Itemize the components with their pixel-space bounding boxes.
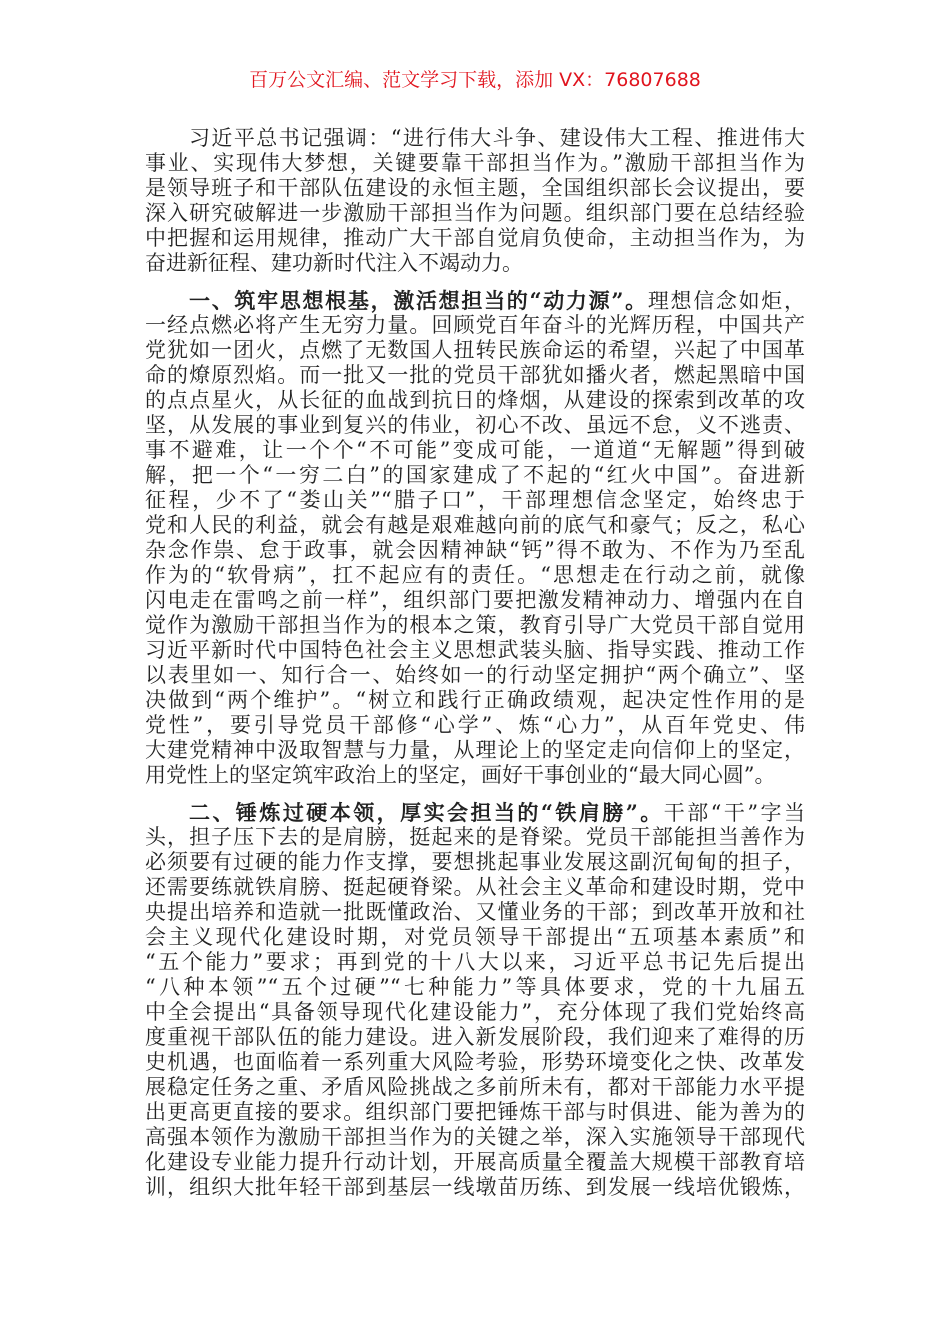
line-text: 命的燎原烈焰。而一批又一批的党员干部犹如播火者，燃起黑暗中国: [145, 363, 805, 387]
text-line: [145, 151, 805, 176]
text-line: [145, 950, 805, 975]
line-text: 事不避难，让一个个“不可能”变成可能，一道道“无解题”得到破: [145, 438, 805, 462]
text-line: [145, 488, 805, 513]
text-line: [145, 738, 805, 763]
text-line: [145, 875, 805, 900]
line-text: 党性”，要引导党员干部修“心学”、炼“心力”，从百年党史、伟: [145, 713, 805, 737]
line-text: “五个能力”要求；再到党的十八大以来，习近平总书记先后提出: [145, 950, 805, 974]
text-line: [145, 251, 805, 276]
text-line: [145, 638, 805, 663]
line-text: 度重视干部队伍的能力建设。进入新发展阶段，我们迎来了难得的历: [145, 1025, 805, 1049]
line-text: 奋进新征程、建功新时代注入不竭动力。: [145, 251, 523, 275]
section-heading: 一、筑牢思想根基，激活想担当的“动力源”。: [189, 288, 648, 313]
paragraph: [145, 288, 805, 788]
section-heading: 二、锤炼过硬本领，厚实会担当的“铁肩膀”。: [189, 800, 664, 825]
line-text: 用党性上的坚定筑牢政治上的坚定，画好干事创业的“最大同心圆”。: [145, 763, 776, 787]
line-text: 党犹如一团火，点燃了无数国人扭转民族命运的希望，兴起了中国革: [145, 338, 805, 362]
line-text: 觉作为激励干部担当作为的根本之策，教育引导广大党员干部自觉用: [145, 613, 805, 637]
text-line: [145, 563, 805, 588]
text-line: [145, 176, 805, 201]
line-text: 高强本领作为激励干部担当作为的关键之举，深入实施领导干部现代: [145, 1125, 805, 1149]
line-text: 习近平总书记强调：“进行伟大斗争、建设伟大工程、推进伟大: [189, 126, 805, 150]
text-line: [145, 1175, 805, 1200]
paragraph: [145, 126, 805, 276]
line-text: 闪电走在雷鸣之前一样”，组织部门要把激发精神动力、增强内在自: [145, 588, 805, 612]
text-line: [145, 388, 805, 413]
text-line: [145, 463, 805, 488]
text-line: [145, 763, 805, 788]
line-text: “八种本领”“五个过硬”“七种能力”等具体要求，党的十九届五: [145, 975, 805, 999]
text-line: [145, 900, 805, 925]
line-text: 展稳定任务之重、矛盾风险挑战之多前所未有，都对干部能力水平提: [145, 1075, 805, 1099]
text-line: [145, 588, 805, 613]
text-line: [145, 201, 805, 226]
text-line: [145, 1050, 805, 1075]
line-text: 的点点星火，从长征的血战到抗日的烽烟，从建设的探索到改革的攻: [145, 388, 805, 412]
text-line: [145, 825, 805, 850]
line-text: 训，组织大批年轻干部到基层一线墩苗历练、到发展一线培优锻炼，: [145, 1175, 805, 1199]
line-text: 会主义现代化建设时期，对党员领导干部提出“五项基本素质”和: [145, 925, 805, 949]
line-text: 理想信念如炬，: [647, 289, 805, 313]
line-text: 杂念作祟、怠于政事，就会因精神缺“钙”得不敢为、不作为乃至乱: [145, 538, 805, 562]
line-text: 事业、实现伟大梦想，关键要靠干部担当作为。”激励干部担当作为: [145, 151, 805, 175]
line-text: 必须要有过硬的能力作支撑，要想挑起事业发展这副沉甸甸的担子，: [145, 850, 805, 874]
line-text: 头，担子压下去的是肩膀，挺起来的是脊梁。党员干部能担当善作为: [145, 825, 805, 849]
text-line: [145, 363, 805, 388]
text-line: [145, 663, 805, 688]
line-text: 作为的“软骨病”，扛不起应有的责任。“思想走在行动之前，就像: [145, 563, 805, 587]
text-line: [145, 1150, 805, 1175]
text-line: [145, 800, 805, 825]
document-body: [145, 126, 805, 1212]
line-text: 史机遇，也面临着一系列重大风险考验，形势环境变化之快、改革发: [145, 1050, 805, 1074]
text-line: [145, 925, 805, 950]
text-line: [145, 975, 805, 1000]
text-line: [145, 688, 805, 713]
text-line: [145, 313, 805, 338]
line-text: 干部“干”字当: [663, 801, 805, 825]
line-text: 中把握和运用规律，推动广大干部自觉肩负使命，主动担当作为，为: [145, 226, 805, 250]
line-text: 决做到“两个维护”。“树立和践行正确政绩观，起决定性作用的是: [145, 688, 805, 712]
text-line: [145, 438, 805, 463]
text-line: [145, 1075, 805, 1100]
text-line: [145, 288, 805, 313]
watermark-header: 百万公文汇编、范文学习下载，添加 VX：76807688: [249, 69, 701, 91]
line-text: 一经点燃必将产生无穷力量。回顾党百年奋斗的光辉历程，中国共产: [145, 313, 805, 337]
text-line: [145, 413, 805, 438]
line-text: 央提出培养和造就一批既懂政治、又懂业务的干部；到改革开放和社: [145, 900, 805, 924]
line-text: 以表里如一、知行合一、始终如一的行动坚定拥护“两个确立”、坚: [145, 663, 805, 687]
text-line: [145, 513, 805, 538]
line-text: 解，把一个“一穷二白”的国家建成了不起的“红火中国”。奋进新: [145, 463, 805, 487]
paragraph: [145, 800, 805, 1200]
line-text: 出更高更直接的要求。组织部门要把锤炼干部与时俱进、能为善为的: [145, 1100, 805, 1124]
line-text: 深入研究破解进一步激励干部担当作为问题。组织部门要在总结经验: [145, 201, 805, 225]
line-text: 大建党精神中汲取智慧与力量，从理论上的坚定走向信仰上的坚定，: [145, 738, 805, 762]
line-text: 坚，从发展的事业到复兴的伟业，初心不改、虽远不怠，义不逃责、: [145, 413, 805, 437]
line-text: 是领导班子和干部队伍建设的永恒主题，全国组织部长会议提出，要: [145, 176, 805, 200]
line-text: 党和人民的利益，就会有越是艰难越向前的底气和豪气；反之，私心: [145, 513, 805, 537]
text-line: [145, 538, 805, 563]
text-line: [145, 1025, 805, 1050]
line-text: 化建设专业能力提升行动计划，开展高质量全覆盖大规模干部教育培: [145, 1150, 805, 1174]
line-text: 征程，少不了“娄山关”“腊子口”，干部理想信念坚定，始终忠于: [145, 488, 805, 512]
text-line: [145, 126, 805, 151]
line-text: 习近平新时代中国特色社会主义思想武装头脑、指导实践、推动工作: [145, 638, 805, 662]
text-line: [145, 613, 805, 638]
text-line: [145, 850, 805, 875]
text-line: [145, 1000, 805, 1025]
line-text: 中全会提出“具备领导现代化建设能力”，充分体现了我们党始终高: [145, 1000, 805, 1024]
text-line: [145, 338, 805, 363]
text-line: [145, 1125, 805, 1150]
line-text: 还需要练就铁肩膀、挺起硬脊梁。从社会主义革命和建设时期，党中: [145, 875, 805, 899]
text-line: [145, 1100, 805, 1125]
text-line: [145, 713, 805, 738]
text-line: [145, 226, 805, 251]
